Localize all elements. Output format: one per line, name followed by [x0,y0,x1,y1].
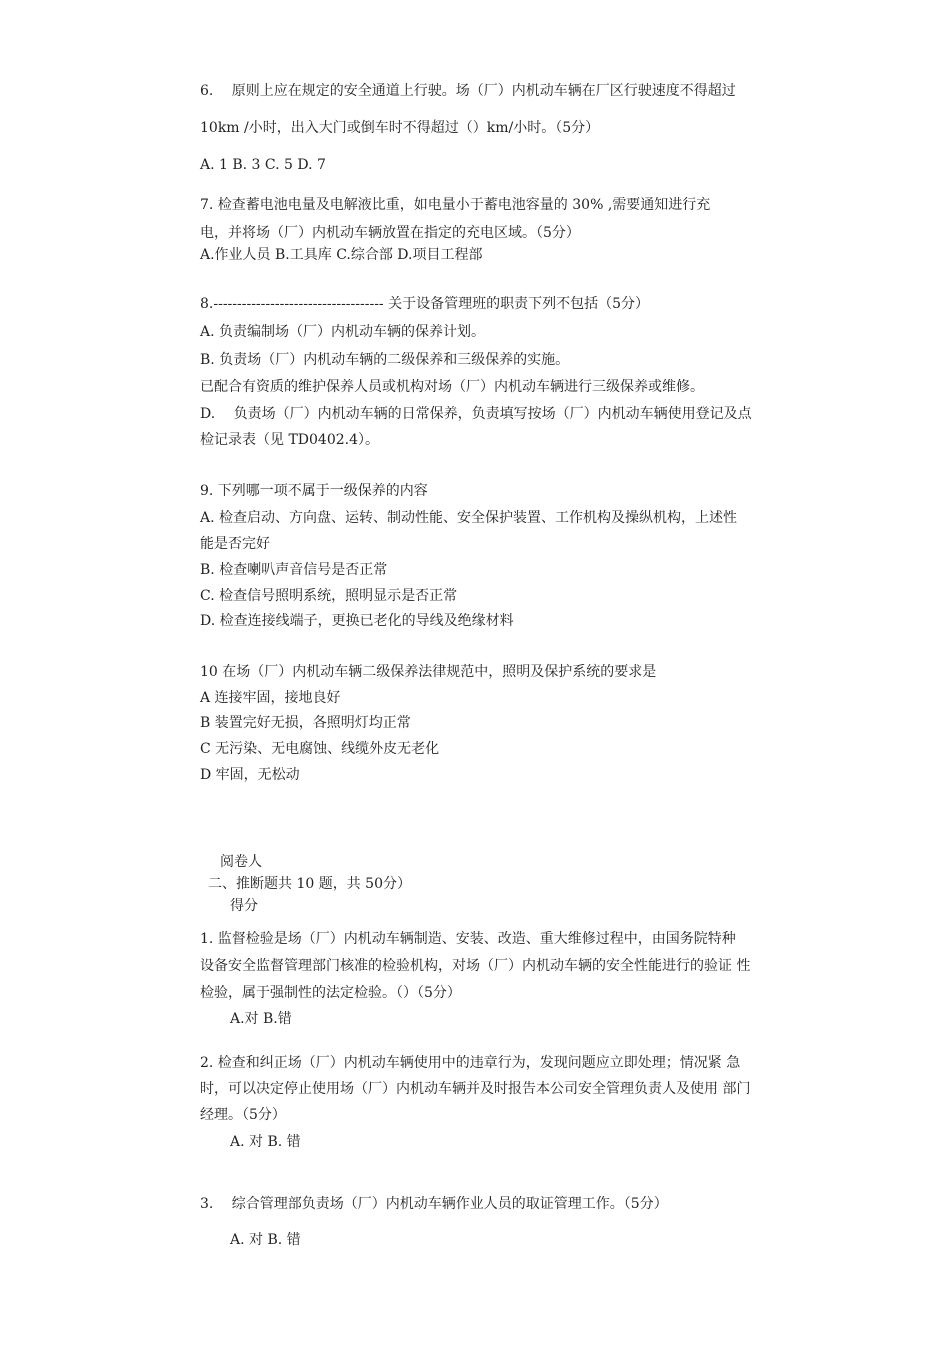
q10-option-a: A 连接牢固，接地良好 [200,690,341,706]
q7-options: A.作业人员 B.工具库 C.综合部 D.项目工程部 [200,247,483,263]
q8-option-d2: 检记录表（见 TD0402.4）。 [200,432,379,448]
j3-line1: 3. 综合管理部负责场（厂）内机动车辆作业人员的取证管理工作。（5分） [200,1196,668,1212]
q8-option-a: A. 负责编制场（厂）内机动车辆的保养计划。 [200,324,486,340]
j2-line2: 时，可以决定停止使用场（厂）内机动车辆并及时报告本公司安全管理负责人及使用 部门 [200,1081,751,1097]
q9-option-d: D. 检查连接线端子，更换已老化的导线及绝缘材料 [200,613,514,629]
q7-line1: 7. 检查蓄电池电量及电解液比重，如电量小于蓄电池容量的 30% ,需要通知进行充 [200,197,711,213]
q9-option-a1: A. 检查启动、方向盘、运转、制动性能、安全保护装置、工作机构及操纵机构，上述性 [200,510,738,526]
q9-option-b: B. 检查喇叭声音信号是否正常 [200,562,388,578]
q10-option-d: D 牢固，无松动 [200,767,300,783]
q9-option-a2: 能是否完好 [200,536,270,552]
q8-option-d1: D. 负责场（厂）内机动车辆的日常保养，负责填写按场（厂）内机动车辆使用登记及点 [200,406,752,422]
q8-option-b: B. 负责场（厂）内机动车辆的二级保养和三级保养的实施。 [200,352,570,368]
j1-line1: 1. 监督检验是场（厂）内机动车辆制造、安装、改造、重大维修过程中，由国务院特种 [200,931,736,947]
score-label: 得分 [230,898,258,914]
j3-options: A. 对 B. 错 [230,1232,301,1248]
q9-option-c: C. 检查信号照明系统，照明显示是否正常 [200,588,458,604]
j1-options: A.对 B.错 [230,1011,292,1027]
q6-options: A. 1 B. 3 C. 5 D. 7 [200,157,326,173]
grader-label: 阅卷人 [220,854,262,870]
j1-line3: 检验，属于强制性的法定检验。（）（5分） [200,985,461,1001]
q8-line1: 8.------------------------------------ 关于设备管理班的职责下列不包括（5分） [200,296,650,312]
q10-option-b: B 装置完好无损，各照明灯均正常 [200,715,411,731]
j2-options: A. 对 B. 错 [230,1134,301,1150]
j1-line2: 设备安全监督管理部门核准的检验机构，对场（厂）内机动车辆的安全性能进行的验证 性 [200,958,751,974]
q8-option-c: 已配合有资质的维护保养人员或机构对场（厂）内机动车辆进行三级保养或维修。 [200,379,704,395]
j2-line3: 经理。（5分） [200,1107,286,1123]
q10-line1: 10 在场（厂）内机动车辆二级保养法律规范中，照明及保护系统的要求是 [200,664,657,680]
q6-line1: 6. 原则上应在规定的安全通道上行驶。场（厂）内机动车辆在厂区行驶速度不得超过 [200,83,736,99]
q7-line2: 电，并将场（厂）内机动车辆放置在指定的充电区域。（5分） [200,225,580,241]
q10-option-c: C 无污染、无电腐蚀、线缆外皮无老化 [200,741,440,757]
q9-line1: 9. 下列哪一项不属于一级保养的内容 [200,483,428,499]
q6-line2: 10km /小时，出入大门或倒车时不得超过（）km/小时。（5分） [200,120,600,136]
section-title: 二、推断题共 10 题，共 50分） [208,876,411,892]
j2-line1: 2. 检查和纠正场（厂）内机动车辆使用中的违章行为，发现问题应立即处理；情况紧 急 [200,1055,741,1071]
